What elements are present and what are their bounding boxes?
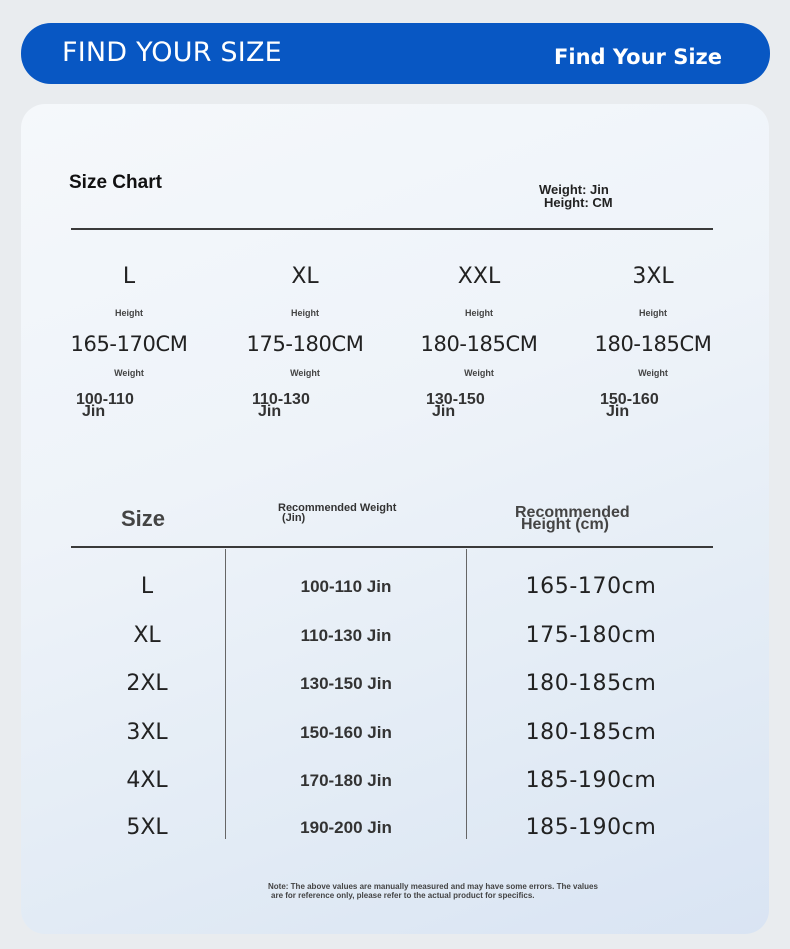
row-size: 4XL (126, 768, 168, 793)
note-line2: are for reference only, please refer to the actual product for specifics. (271, 891, 535, 900)
weight-label: Weight (638, 368, 668, 378)
table-row (21, 815, 769, 845)
size-column (220, 264, 390, 418)
weight-value (44, 391, 214, 420)
weight-unit: Jin (258, 403, 282, 420)
row-weight: 150-160 Jin (300, 723, 392, 742)
disclaimer-note (268, 882, 598, 900)
size-chart-title: Size Chart (69, 172, 162, 193)
units-height: Height: CM (544, 195, 613, 210)
weight-unit: Jin (606, 403, 630, 420)
row-size: L (140, 574, 154, 599)
banner-subtitle: Find Your Size (554, 45, 722, 69)
table-header-divider (71, 546, 713, 548)
table-row (21, 671, 769, 701)
height-label: Height (115, 308, 143, 318)
size-chart-card (21, 104, 769, 934)
height-label: Height (639, 308, 667, 318)
row-height: 165-170cm (525, 574, 657, 599)
table-header-weight-line1: Recommended Weight (278, 502, 397, 514)
row-height: 180-185cm (525, 720, 657, 745)
row-size: XL (133, 623, 161, 648)
table-header-size: Size (121, 506, 166, 531)
row-size: 3XL (126, 720, 168, 745)
header-banner (21, 23, 770, 84)
table-header-height-line1: Recommended (515, 504, 630, 521)
units-legend (539, 183, 613, 209)
banner-title: FIND YOUR SIZE (62, 37, 282, 68)
weight-unit: Jin (432, 403, 456, 420)
table-header-weight (278, 503, 396, 523)
weight-range: 130-150 (426, 391, 485, 408)
row-size: 5XL (126, 815, 168, 840)
height-value: 180-185CM (420, 332, 538, 356)
height-label: Height (465, 308, 493, 318)
row-size: 2XL (126, 671, 168, 696)
height-value: 175-180CM (246, 332, 364, 356)
weight-value (394, 391, 564, 420)
units-weight: Weight: Jin (539, 182, 609, 197)
table-row (21, 623, 769, 653)
height-value: 165-170CM (70, 332, 188, 356)
weight-range: 150-160 (600, 391, 659, 408)
size-column (394, 264, 564, 418)
weight-label: Weight (290, 368, 320, 378)
weight-label: Weight (114, 368, 144, 378)
row-height: 180-185cm (525, 671, 657, 696)
height-value: 180-185CM (594, 332, 712, 356)
size-column (568, 264, 738, 418)
size-label: 3XL (632, 264, 674, 289)
row-height: 185-190cm (525, 768, 657, 793)
row-weight: 190-200 Jin (300, 818, 392, 837)
weight-range: 110-130 (252, 391, 310, 408)
weight-unit: Jin (82, 403, 106, 420)
weight-label: Weight (464, 368, 494, 378)
height-label: Height (291, 308, 319, 318)
size-label: XXL (457, 264, 501, 289)
weight-value (568, 391, 738, 420)
size-label: XL (291, 264, 319, 289)
row-weight: 170-180 Jin (300, 771, 392, 790)
table-row (21, 574, 769, 604)
divider (71, 228, 713, 230)
size-label: L (122, 264, 136, 289)
row-height: 175-180cm (525, 623, 657, 648)
row-weight: 130-150 Jin (300, 674, 392, 693)
table-row (21, 720, 769, 750)
table-row (21, 768, 769, 798)
row-weight: 110-130 Jin (300, 626, 392, 645)
table-header-height (515, 504, 630, 533)
note-line1: Note: The above values are manually measured and may have some errors. The values (268, 882, 598, 891)
row-weight: 100-110 Jin (300, 577, 392, 596)
row-height: 185-190cm (525, 815, 657, 840)
size-column (44, 264, 214, 418)
weight-value (220, 391, 390, 420)
table-header-weight-line2: (Jin) (282, 512, 306, 524)
table-header-height-line2: Height (cm) (521, 516, 609, 533)
weight-range: 100-110 (76, 391, 134, 408)
